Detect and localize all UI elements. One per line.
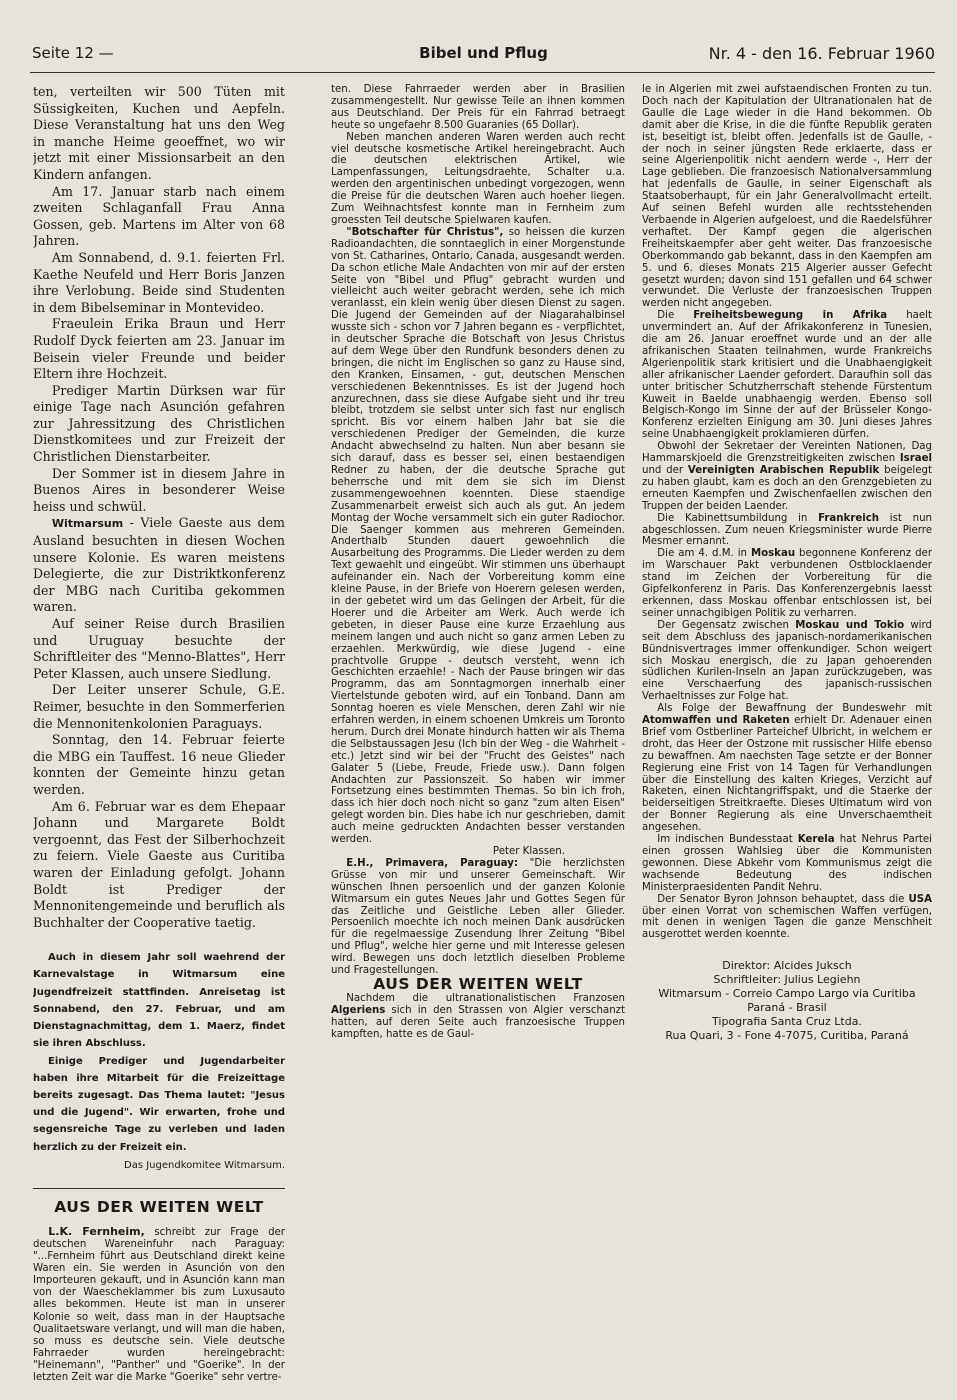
bold-keyword: Moskau	[750, 548, 796, 560]
column-right	[642, 84, 932, 1043]
paragraph	[642, 548, 932, 619]
paragraph	[33, 515, 285, 616]
imprint-line: Witmarsum - Correio Campo Largo via Curitiba	[658, 987, 916, 1001]
paragraph	[642, 310, 932, 441]
newspaper-title: Bibel und Pflug	[419, 44, 548, 62]
paragraph	[642, 834, 932, 894]
notice-signature: Das Jugendkomitee Witmarsum.	[124, 1159, 285, 1171]
paragraph: Neben manchen anderen Waren werden auch recht viel deutsche kosmetische Artikel hereingebracht. Auch die deutschen elektrischen Artikel, wie Lampenfassungen, Leitungsdraehte, Schalter u.a. werden den argentinischen unbedingt vorgezogen, wenn die Preise für die deutschen Waren auch hoeher liegen. Zum Weihnachtsfest konnte man in Fernheim zum groessten Teil deutsche Spielwaren kaufen.	[331, 131, 625, 226]
paragraph-text: so heissen die kurzen Radioandachten, die sonntaeglich in einer Morgenstunde von St. Catharines, Ontario, Canada, ausgesandt werden. Da schon etliche Male Andachten von mir auf der ersten Seite von "Bibel und Pflug" gebracht wurden und vielleicht auch weiter gebracht werden, sehe ich mich veranlasst, ein klein wenig über diesen Dienst zu sagen. Die Jugend der Gemeinden auf der Niagarahalbinsel wusste sich - schon vor 7 Jahren begann es - verpflichtet, in deutscher Sprache die Botschaft von Jesus Christus auf dem Wege über den Rundfunk besonders denen zu bringen, die nicht im Englischen so ganz zu Hause sind, den Kranken, Einsamen, - gut, deutschen Menschen verschiedenen Bekenntnisses. Es ist der Jugend hoch anzurechnen, dass sie diese Aufgabe sieht und ihr treu bleibt, trotzdem sie selbst unter sich fast nur englisch spricht. Bis vor einem halben Jahr bat sie die verschiedenen Prediger der Gemeinden, die kurze Andacht abwechselnd zu halten. Nun aber besann sie sich darauf, dass es besser sei, einen bestaendigen Redner zu haben, der die deutsche Sprache gut beherrsche und mit dem sie sich im Dienst zusammengewoehnen koennten. Diese staendige Zusammenarbeit erweist sich auch als gut. An jedem Montag der Woche versammelt sich ein guter Radiochor. Die Saenger kommen aus mehreren Gemeinden. Anderthalb Stunden dauert gewoehnlich die Ausarbeitung des Programms. Die Lieder werden zu dem Text gewaehlt und eingeübt. Wir stimmen uns überhaupt aufeinander ein. Nach der Vorbereitung komm eine kleine Pause, in der Briefe von Hoerern gelesen werden, in der gebetet wird um das Gelingen der Arbeit, für die Hoerer und die Arbeiter am Werk. Auch werde ich gebeten, in dieser Pause eine kurze Erzaehlung aus meinem langen und auch nicht so ganz armen Leben zu erzaehlen. Merkwürdig, wie diese Jugend - eine prachtvolle Gruppe - deutsch versteht, wenn ich Geschichten erzaehle! - Nach der Pause bringen wir das Programm, das am Sonntagmorgen innerhalb einer Viertelstunde geboten wird, auf ein Tonband. Dann am Sonntag hoeren es viele Menschen, deren Zahl wir nie erfahren werden, in einem schoenen Umkreis um Toronto herum. Durch drei Monate hindurch hatten wir als Thema die Selbstaussagen Jesu (Ich bin der Weg - die Wahrheit - etc.) Jetzt sind wir bei der "Frucht des Geistes" nach Galater 5 (Liebe, Freude, Friede usw.). Dann folgen Andachten zur Passionszeit. So haben wir immer Fortsetzung eines bestimmten Themas. So bin ich froh, dass ich hier doch noch nicht so ganz "zum alten Eisen" gelegt worden bin. Dies habe ich nur geschrieben, damit auch meine gedruckten Andachten besser verstanden werden.	[331, 226, 625, 846]
paragraph-text: schreibt zur Frage der deutschen Wareneinfuhr nach Paraguay: "...Fernheim führt aus Deutschland direkt keine Waren ein. Sie werden in Asunción von den Importeuren gekauft, und in Asunción kann man von der Waescheklammer bis zum Luxusauto alles bekommen. Heute ist man in unserer Kolonie so weit, dass man in der Hauptsache Qualitaetsware verlangt, und will man die haben, so muss es deutsche sein. Viele deutsche Fahrraeder wurden hereingebracht: "Heinemann", "Panther" und "Goerike". In der letzten Zeit war die Marke "Goerike" sehr vertre-	[33, 1226, 285, 1384]
paragraph: Am 17. Januar starb nach einem zweiten Schlaganfall Frau Anna Gossen, geb. Martens im Alter von 68 Jahren.	[33, 183, 285, 249]
paragraph	[331, 858, 625, 977]
bold-keyword: Kerela	[797, 834, 835, 846]
paragraph-text: erhielt Dr. Adenauer einen Brief vom Ostberliner Parteichef Ulbricht, in welchem er droht, das Heer der Ostzone mit russischer Hilfe ebenso zu bewaffnen. Am naechsten Tage setzte er der Bonner Regierung eine Frist von 14 Tagen für Verhandlungen über die Einstellung des kalten Krieges, Verzicht auf Raketen, einen Nichtangriffspakt, und die Staerke der beiderseitigen Streitkraefte. Dieses Ultimatum wird von der Bonner Regierung als eine Unverschaemtheit angesehen.	[642, 715, 932, 834]
column-left	[33, 84, 285, 1384]
bold-keyword: Vereinigten Arabischen Republik	[687, 465, 880, 476]
paragraph-text: Die	[657, 310, 694, 322]
paragraph-text: Der Senator Byron Johnson behauptet, dass die	[657, 893, 909, 905]
paragraph-text: beigelegt zu haben glaubt, kam es doch an den Grenzgebieten zu erneuten Kaempfen und Zwischenfaellen zwischen den Truppen der beiden Laender.	[642, 465, 932, 512]
paragraph	[331, 227, 625, 846]
paragraph: Der Leiter unserer Schule, G.E. Reimer, besuchte in den Sommerferien die Mennonitenkolonien Paraguays.	[33, 682, 285, 731]
paragraph	[642, 441, 932, 512]
imprint-line: Schriftleiter: Julius Legiehn	[713, 973, 861, 987]
paragraph-text: über einen Vorrat von schemischen Waffen verfügen, mit denen in wenigen Tagen die ganze Menschheit ausgerottet werden koennte.	[642, 905, 932, 941]
bold-keyword: USA	[908, 893, 932, 905]
paragraph	[642, 513, 932, 549]
page-header	[32, 44, 935, 74]
bold-keyword: Israel	[899, 453, 932, 465]
paragraph-text: wird seit dem Abschluss des japanisch-nordamerikanischen Bündnisvertrages immer offenkundiger. Schon weigert sich Moskau energisch, die zu Japan gehoerenden südlichen Kurilen-Inseln an Japan zurückzugeben, was eine Verschaerfung des japanisch-russischen Verhaeltnisses zur Folge hat.	[642, 619, 932, 703]
paragraph: Prediger Martin Dürksen war für einige Tage nach Asunción gefahren zur Jahressitzung des Christlichen Dienstkomitees und zur Freizeit der Christlichen Dienstarbeiter.	[33, 382, 285, 465]
paragraph-text: begonnene Konferenz der im Warschauer Pakt verbundenen Ostblocklaender stand im Zeichen der Vorbereitung für die Gipfelkonferenz in Paris. Das Konferenzergebnis laesst erkennen, dass Moskau offenbar entschlossen ist, bei seiner unnachgibigen Politik zu verharren.	[642, 548, 932, 619]
paragraph: Am Sonnabend, d. 9.1. feierten Frl. Kaethe Neufeld und Herr Boris Janzen ihre Verlobung. Beide sind Studenten in dem Bibelseminar in Montevideo.	[33, 249, 285, 315]
paragraph-text: Nachdem die ultranationalistischen Franzosen	[346, 992, 625, 1004]
bold-keyword: Frankreich	[818, 512, 880, 524]
notice-paragraph: Auch in diesem Jahr soll waehrend der Karnevalstage in Witmarsum eine Jugendfreizeit stattfinden. Anreisetag ist Sonnabend, den 27. Februar, und am Dienstagnachmittag, dem 1. Maerz, findet sie ihren Abschluss.	[33, 952, 285, 1050]
paragraph-text: ist nun abgeschlossen. Zum neuen Kriegsminister wurde Pierre Mesmer ernannt.	[642, 512, 932, 548]
paragraph-text: haelt unvermindert an. Auf der Afrikakonferenz in Tunesien, die am 26. Januar eroeffnet wurde und an der alle afrikanischen Staaten teilnahmen, wurde Frankreichs Algerienpolitik stark kritisiert und die Unabhaengigkeit aller afrikanischer Laender gefordert. Daraufhin soll das unter britischer Schutzherrschaft stehende Fürstentum Kuweit in Baelde unabhaengig werden. Ebenso soll Belgisch-Kongo im Sinne der auf der Brüsseler Kongo-Konferenz erzielten Einigung am 30. Juni dieses Jahres seine Unabhaengigkeit proklamieren dürfen.	[642, 310, 932, 441]
bold-keyword: Algeriens	[331, 1004, 386, 1016]
letter-lead: L.K. Fernheim,	[48, 1224, 145, 1238]
paragraph	[331, 993, 625, 1041]
imprint-line: Direktor: Alcides Juksch	[722, 959, 852, 973]
paragraph-text: - Viele Gaeste aus dem Ausland besuchten in diesen Wochen unsere Kolonie. Es waren meistens Delegierte, die zur Distriktkonferenz der MBG nach Curitiba gekommen waren.	[33, 515, 285, 615]
paragraph-text: Der Gegensatz zwischen	[657, 619, 796, 631]
youth-notice	[33, 949, 285, 1155]
bold-keyword: Atomwaffen und Raketen	[642, 715, 790, 727]
paragraph	[642, 620, 932, 703]
paragraph: Fraeulein Erika Braun und Herr Rudolf Dyck feierten am 23. Januar im Beisein vieler Freunde und beider Eltern ihre Hochzeit.	[33, 316, 285, 382]
imprint	[642, 959, 932, 1043]
paragraph-text: Als Folge der Bewaffnung der Bundeswehr mit	[657, 703, 932, 715]
section-heading: AUS DER WEITEN WELT	[54, 1198, 264, 1217]
paragraph	[33, 1226, 285, 1384]
article-lead: "Botschafter für Christus",	[346, 226, 504, 238]
paragraph-text: Die Kabinettsumbildung in	[657, 512, 819, 524]
paragraph-text: Die am 4. d.M. in	[657, 548, 751, 560]
imprint-line: Tipografia Santa Cruz Ltda.	[712, 1015, 862, 1029]
paragraph-text: Obwohl der Sekretaer der Vereinten Nationen, Dag Hammarskjoeld die Grenzstreitigkeiten zwischen	[642, 441, 932, 465]
paragraph-text: hat Nehrus Partei einen grossen Wahlsieg über die Kommunisten gewonnen. Diese Abkehr vom Kommunismus zeigt die wachsende Bedeutung des indischen Ministerpraesidenten Pandit Nehru.	[642, 834, 932, 893]
paragraph-text: Im indischen Bundesstaat	[657, 834, 798, 846]
bold-keyword: Freiheitsbewegung in Afrika	[693, 310, 888, 322]
article-signature: Peter Klassen.	[492, 846, 565, 857]
paragraph-text: "Die herzlichsten Grüsse von mir und unserer Gemeinschaft. Wir wünschen Ihnen persoenlich und der ganzen Kolonie Witmarsum ein gutes Neues Jahr und Gottes Segen für das Zeitliche und Geistliche Leben aller Glieder. Persoenlich moechte ich noch meinen Dank ausdrücken für die regelmaessige Zusendung Ihrer Zeitung "Bibel und Pflug", welche hier gerne und mit Interesse gelesen wird. Bewegen uns doch letztlich dieselben Probleme und Fragestellungen.	[331, 857, 625, 977]
bold-keyword: Moskau und Tokio	[795, 619, 905, 631]
column-middle	[331, 84, 625, 1041]
notice-paragraph: Einige Prediger und Jugendarbeiter haben ihre Mitarbeit für die Freizeittage bereits zugesagt. Das Thema lautet: "Jesus und die Jugend". Wir erwarten, frohe und segensreiche Tage zu verleben und laden herzlich zu der Freizeit ein.	[33, 1055, 285, 1153]
page-number: Seite 12 —	[32, 44, 114, 62]
paragraph: Auf seiner Reise durch Brasilien und Uruguay besuchte der Schriftleiter des "Menno-Blattes", Herr Peter Klassen, auch unsere Siedlung.	[33, 616, 285, 681]
paragraph: Sonntag, den 14. Februar feierte die MBG ein Tauffest. 16 neue Glieder konnten der Gemeinte hinzu getan werden.	[33, 732, 285, 797]
header-rule	[30, 72, 935, 73]
section-rule	[33, 1188, 285, 1189]
letter-lead: E.H., Primavera, Paraguay:	[346, 857, 518, 869]
paragraph: le in Algerien mit zwei aufstaendischen Fronten zu tun. Doch nach der Kapitulation der Ultranationalen hat de Gaulle die Lage wieder in die Hand bekommen. Ob damit aber die Krise, in die die fünfte Republik geraten ist, beseitigt ist, bleibt offen. Jedenfalls ist de Gaulle, - der noch in seiner jüngsten Rede erklaerte, dass er seine Algerienpolitik nicht aendern werde -, Herr der Lage geblieben. Die franzoesisch Nationalversammlung hat jedenfalls de Gaulle, in seiner Eigenschaft als Staatsoberhaupt, für ein Jahr Generalvollmacht erteilt. Auf seinen Befehl wurden alle rechtsstehenden Verbaende in Algerien aufgeloest, und die Raedelsführer verhaftet. Der Kampf gegen die algerischen Freiheitskaempfer aber geht weiter. Das franzoesische Oberkommando gab bekannt, dass in den Kaempfen am 5. und 6. dieses Monats 215 Algerier ausser Gefecht gesetzt wurden; davon sind 151 gefallen und 64 schwer verwundet. Die Verluste der franzoesischen Truppen werden nicht angegeben.	[642, 84, 932, 310]
section-heading: AUS DER WEITEN WELT	[373, 974, 583, 993]
issue-date: Nr. 4 - den 16. Februar 1960	[708, 44, 935, 63]
imprint-line: Rua Quari, 3 - Fone 4-7075, Curitiba, Paraná	[665, 1029, 909, 1043]
paragraph	[642, 894, 932, 942]
paragraph-text: und der	[642, 465, 688, 476]
paragraph: ten. Diese Fahrraeder werden aber in Brasilien zusammengestellt. Nur gewisse Teile an ihnen kommen aus Deutschland. Der Preis für ein Fahrrad betraegt heute so ungefaehr 8.500 Guaranies (65 Dollar).	[331, 84, 625, 131]
place-lead: Witmarsum	[51, 517, 124, 531]
paragraph: Am 6. Februar war es dem Ehepaar Johann und Margarete Boldt vergoennt, das Fest der Silberhochzeit zu feiern. Viele Gaeste aus Curitiba waren der Einladung gefolgt. Johann Boldt ist Prediger der Mennonitengemeinde und beruflich als Buchhalter der Cooperative taetig.	[33, 798, 285, 930]
imprint-line: Paraná - Brasil	[747, 1001, 827, 1015]
paragraph	[642, 703, 932, 834]
paragraph: ten, verteilten wir 500 Tüten mit Süssigkeiten, Kuchen und Aepfeln. Diese Veranstaltung hat uns den Weg in manche Heime geoeffnet, wo wir jetzt mit einer Missionsarbeit an den Kindern anfangen.	[33, 84, 285, 182]
paragraph-text: sich in den Strassen von Algier verschanzt hatten, auf deren Seite auch franzoesische Truppen kampften, hatte es de Gaul-	[331, 1004, 625, 1040]
paragraph: Der Sommer ist in diesem Jahre in Buenos Aires in besonderer Weise heiss und schwül.	[33, 465, 285, 514]
